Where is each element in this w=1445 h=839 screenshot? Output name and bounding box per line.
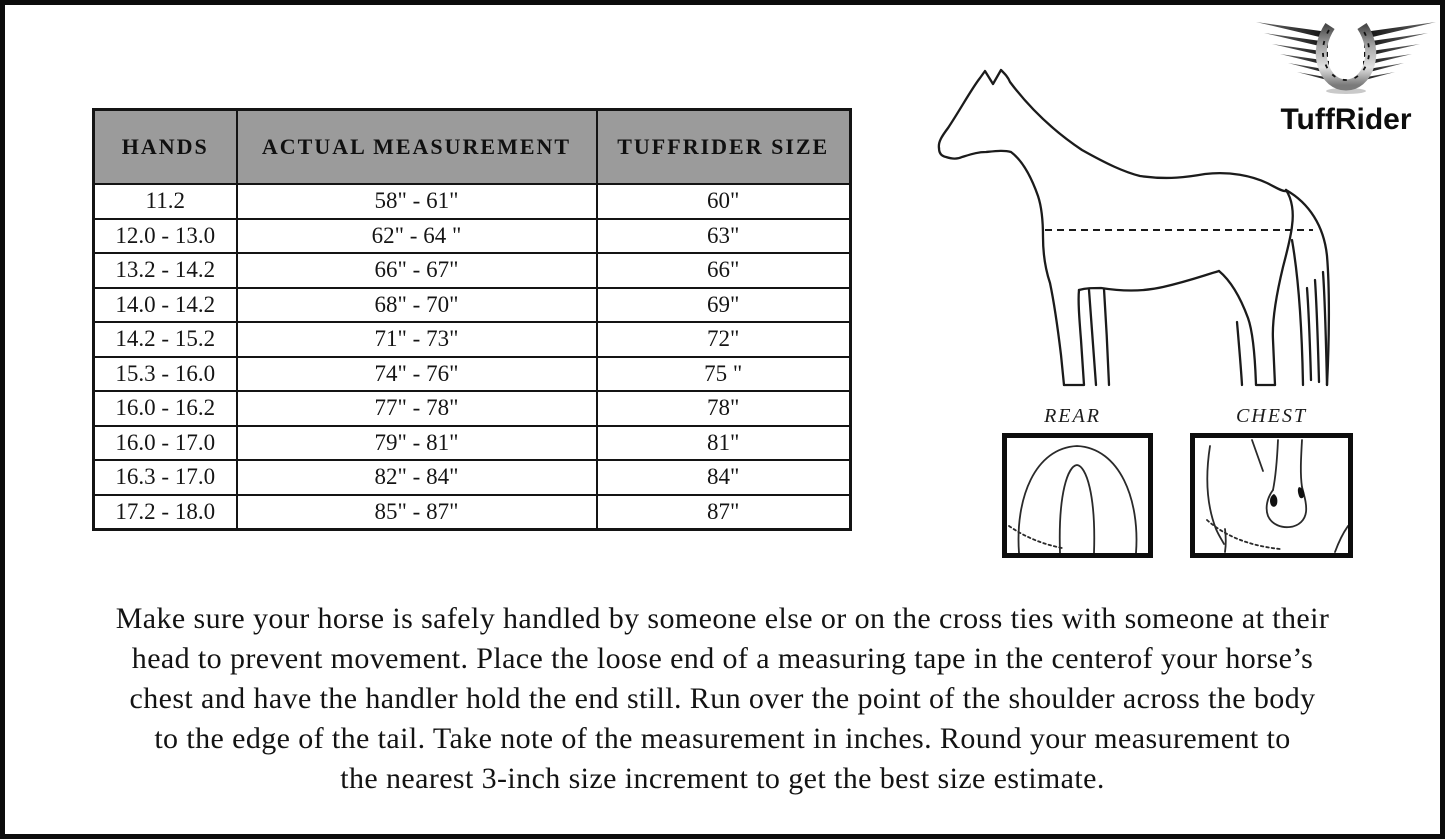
- cell-measurement: 82" - 84": [237, 460, 597, 495]
- cell-measurement: 79" - 81": [237, 426, 597, 461]
- instruction-line: head to prevent movement. Place the loose end of a measuring tape in the centerof your horse’s: [131, 642, 1314, 675]
- cell-size: 69": [597, 288, 851, 323]
- table-row: [94, 495, 851, 530]
- column-header-measurement: ACTUAL MEASUREMENT: [237, 110, 597, 185]
- instruction-line: the nearest 3-inch size increment to get the best size estimate.: [340, 762, 1105, 795]
- cell-measurement: 74" - 76": [237, 357, 597, 392]
- cell-hands: 11.2: [94, 184, 237, 219]
- cell-size: 66": [597, 253, 851, 288]
- cell-size: 78": [597, 391, 851, 426]
- cell-size: 72": [597, 322, 851, 357]
- table-row: [94, 357, 851, 392]
- rear-label: REAR: [1044, 405, 1101, 427]
- cell-measurement: 77" - 78": [237, 391, 597, 426]
- chest-label: CHEST: [1235, 405, 1308, 427]
- chest-view-drawing: [1195, 438, 1348, 553]
- cell-hands: 14.2 - 15.2: [94, 322, 237, 357]
- column-header-hands: HANDS: [94, 110, 237, 185]
- cell-measurement: 66" - 67": [237, 253, 597, 288]
- cell-measurement: 85" - 87": [237, 495, 597, 530]
- table-row: [94, 219, 851, 254]
- table-row: [94, 288, 851, 323]
- cell-measurement: 58" - 61": [237, 184, 597, 219]
- brand-name: TuffRider: [1280, 103, 1412, 136]
- cell-size: 63": [597, 219, 851, 254]
- cell-measurement: 62" - 64 ": [237, 219, 597, 254]
- cell-measurement: 71" - 73": [237, 322, 597, 357]
- chest-view-box: [1190, 433, 1353, 558]
- cell-measurement: 68" - 70": [237, 288, 597, 323]
- cell-size: 60": [597, 184, 851, 219]
- cell-hands: 16.0 - 17.0: [94, 426, 237, 461]
- cell-hands: 15.3 - 16.0: [94, 357, 237, 392]
- cell-size: 81": [597, 426, 851, 461]
- cell-hands: 14.0 - 14.2: [94, 288, 237, 323]
- cell-size: 75 ": [597, 357, 851, 392]
- header-row: [94, 110, 851, 185]
- table-row: [94, 322, 851, 357]
- size-chart-table: [92, 108, 852, 531]
- cell-hands: 12.0 - 13.0: [94, 219, 237, 254]
- cell-hands: 17.2 - 18.0: [94, 495, 237, 530]
- table-row: [94, 460, 851, 495]
- table-row: [94, 184, 851, 219]
- rear-view-drawing: [1007, 438, 1148, 553]
- brand-logo: [1254, 12, 1438, 137]
- instruction-line: Make sure your horse is safely handled by someone else or on the cross ties with someone at their: [115, 602, 1330, 635]
- cell-hands: 16.3 - 17.0: [94, 460, 237, 495]
- instructions-paragraph: [30, 599, 1415, 799]
- table-row: [94, 253, 851, 288]
- cell-size: 84": [597, 460, 851, 495]
- cell-hands: 16.0 - 16.2: [94, 391, 237, 426]
- column-header-size: TUFFRIDER SIZE: [597, 110, 851, 185]
- instruction-line: chest and have the handler hold the end still. Run over the point of the shoulder across the body: [129, 682, 1316, 715]
- instruction-line: to the edge of the tail. Take note of the measurement in inches. Round your measurement to: [154, 722, 1291, 755]
- cell-hands: 13.2 - 14.2: [94, 253, 237, 288]
- table-row: [94, 426, 851, 461]
- table-row: [94, 391, 851, 426]
- rear-view-box: [1002, 433, 1153, 558]
- cell-size: 87": [597, 495, 851, 530]
- winged-horseshoe-icon: [1254, 12, 1438, 96]
